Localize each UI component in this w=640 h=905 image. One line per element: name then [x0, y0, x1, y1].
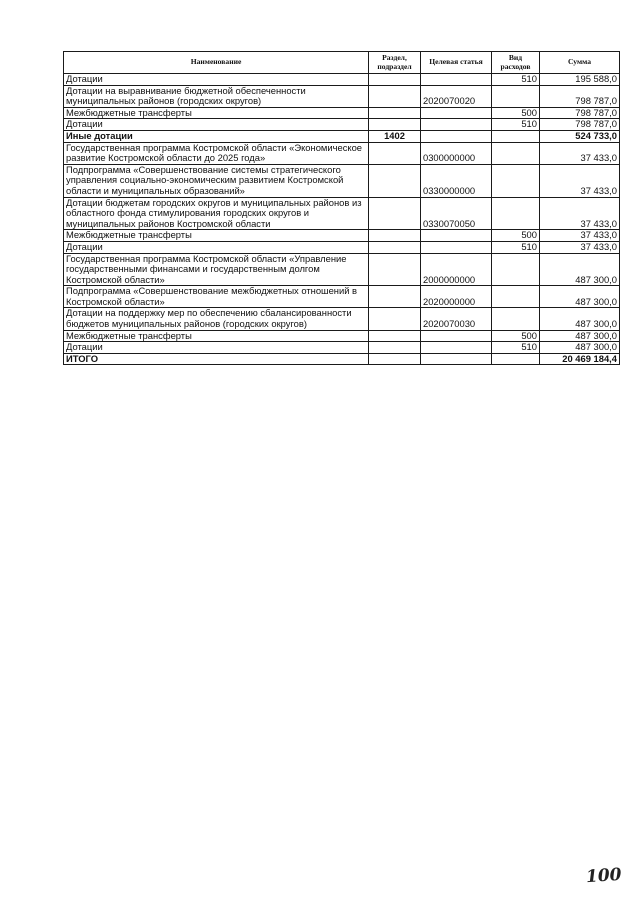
- table-row: [64, 230, 620, 242]
- cell-article: [421, 241, 492, 253]
- cell-name: Дотации: [64, 342, 369, 354]
- cell-section: [369, 330, 421, 342]
- cell-name: Дотации: [64, 119, 369, 131]
- cell-section: [369, 107, 421, 119]
- table-row: [64, 130, 620, 142]
- cell-sum: 798 787,0: [540, 119, 620, 131]
- cell-sum: 798 787,0: [540, 85, 620, 107]
- table-body: [64, 74, 620, 365]
- cell-section: [369, 241, 421, 253]
- cell-type: 510: [492, 342, 540, 354]
- cell-article: [421, 119, 492, 131]
- header-article: Целевая статья: [421, 52, 492, 74]
- cell-sum: 37 433,0: [540, 164, 620, 197]
- cell-section: [369, 164, 421, 197]
- cell-type: [492, 253, 540, 286]
- table-row: [64, 342, 620, 354]
- cell-section: 1402: [369, 130, 421, 142]
- cell-section: [369, 308, 421, 330]
- cell-sum: 195 588,0: [540, 74, 620, 86]
- cell-name: Дотации на поддержку мер по обеспечению сбалансированности бюджетов муниципальных районов (городских округов): [64, 308, 369, 330]
- cell-sum: 798 787,0: [540, 107, 620, 119]
- table-row: [64, 85, 620, 107]
- header-sum: Сумма: [540, 52, 620, 74]
- cell-name: Дотации на выравнивание бюджетной обеспеченности муниципальных районов (городских округов): [64, 85, 369, 107]
- cell-sum: 37 433,0: [540, 230, 620, 242]
- cell-sum: 37 433,0: [540, 142, 620, 164]
- header-type: Вид расходов: [492, 52, 540, 74]
- page-number: 100: [585, 864, 623, 888]
- cell-name: Подпрограмма «Совершенствование межбюджетных отношений в Костромской области»: [64, 286, 369, 308]
- table-row: [64, 308, 620, 330]
- cell-type: [492, 85, 540, 107]
- cell-type: [492, 164, 540, 197]
- table-row: [64, 142, 620, 164]
- cell-article: 2020000000: [421, 286, 492, 308]
- cell-section: [369, 74, 421, 86]
- cell-type: 500: [492, 330, 540, 342]
- cell-name: Государственная программа Костромской области «Управление государственными финансами и государственным долгом Костромской области»: [64, 253, 369, 286]
- cell-sum: 37 433,0: [540, 241, 620, 253]
- cell-sum: 487 300,0: [540, 253, 620, 286]
- cell-section: [369, 253, 421, 286]
- header-section: Раздел, подраздел: [369, 52, 421, 74]
- cell-article: [421, 130, 492, 142]
- cell-type: 510: [492, 241, 540, 253]
- header-name: Наименование: [64, 52, 369, 74]
- cell-type: [492, 197, 540, 230]
- cell-name: Дотации: [64, 241, 369, 253]
- cell-name: Подпрограмма «Совершенствование системы стратегического управления социально-экономическим развитием Костромской области и муниципальных образований»: [64, 164, 369, 197]
- table-row: [64, 164, 620, 197]
- cell-name: Межбюджетные трансферты: [64, 230, 369, 242]
- cell-sum: 487 300,0: [540, 342, 620, 354]
- table-row: [64, 119, 620, 131]
- cell-article: [421, 230, 492, 242]
- cell-section: [369, 142, 421, 164]
- table-row: [64, 330, 620, 342]
- cell-type: 510: [492, 119, 540, 131]
- cell-section: [369, 85, 421, 107]
- cell-type: [492, 286, 540, 308]
- cell-sum: 487 300,0: [540, 286, 620, 308]
- cell-article: [421, 74, 492, 86]
- table-row: [64, 241, 620, 253]
- cell-name: Дотации бюджетам городских округов и муниципальных районов из областного фонда стимулирования городских округов и муниципальных районов Костромской области: [64, 197, 369, 230]
- cell-section: [369, 286, 421, 308]
- cell-article: 0300000000: [421, 142, 492, 164]
- cell-type: 500: [492, 230, 540, 242]
- cell-name: Государственная программа Костромской области «Экономическое развитие Костромской области до 2025 года»: [64, 142, 369, 164]
- cell-article: 2000000000: [421, 253, 492, 286]
- cell-article: [421, 330, 492, 342]
- cell-sum: 487 300,0: [540, 330, 620, 342]
- cell-type: 510: [492, 74, 540, 86]
- cell-type: [492, 130, 540, 142]
- table-row: [64, 107, 620, 119]
- cell-article: 2020070030: [421, 308, 492, 330]
- table-row: [64, 353, 620, 365]
- cell-section: [369, 119, 421, 131]
- cell-section: [369, 353, 421, 365]
- cell-article: [421, 342, 492, 354]
- cell-name: Дотации: [64, 74, 369, 86]
- cell-article: [421, 353, 492, 365]
- cell-article: 0330000000: [421, 164, 492, 197]
- header-row: [64, 52, 620, 74]
- cell-sum: 37 433,0: [540, 197, 620, 230]
- table-row: [64, 286, 620, 308]
- table-row: [64, 197, 620, 230]
- cell-section: [369, 230, 421, 242]
- cell-type: [492, 142, 540, 164]
- cell-sum: 20 469 184,4: [540, 353, 620, 365]
- cell-type: [492, 308, 540, 330]
- cell-type: 500: [492, 107, 540, 119]
- cell-name: ИТОГО: [64, 353, 369, 365]
- cell-article: [421, 107, 492, 119]
- cell-sum: 487 300,0: [540, 308, 620, 330]
- table-row: [64, 253, 620, 286]
- cell-section: [369, 197, 421, 230]
- budget-table: [63, 51, 620, 365]
- table-row: [64, 74, 620, 86]
- cell-section: [369, 342, 421, 354]
- cell-name: Иные дотации: [64, 130, 369, 142]
- cell-sum: 524 733,0: [540, 130, 620, 142]
- cell-name: Межбюджетные трансферты: [64, 107, 369, 119]
- cell-article: 0330070050: [421, 197, 492, 230]
- cell-type: [492, 353, 540, 365]
- cell-article: 2020070020: [421, 85, 492, 107]
- cell-name: Межбюджетные трансферты: [64, 330, 369, 342]
